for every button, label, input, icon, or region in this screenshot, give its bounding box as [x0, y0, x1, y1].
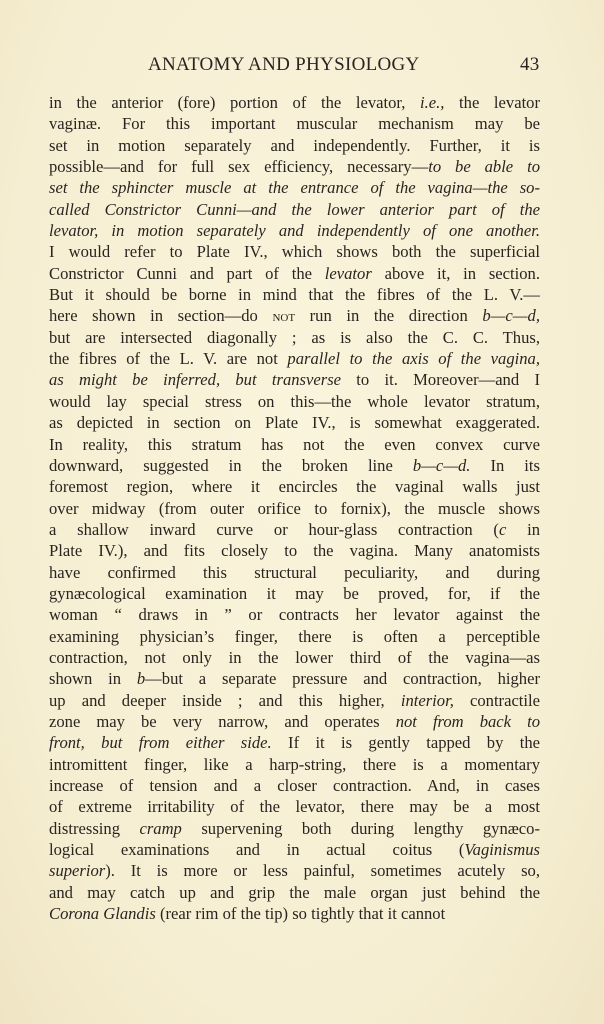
text-run: logical examinations and in actual coitus (	[49, 840, 465, 860]
italic-run: to be able to	[428, 157, 540, 177]
text-run: zone may be very narrow, and operates	[49, 711, 396, 731]
text-line	[49, 583, 540, 604]
text-run: as depicted in section on Plate IV., is somewhat exaggerated.	[49, 413, 540, 433]
page-number: 43	[520, 54, 540, 75]
text-line	[49, 305, 540, 326]
text-line	[49, 690, 540, 711]
italic-run: Corona Glandis	[49, 904, 156, 924]
text-run: the levator	[444, 93, 541, 112]
text-run: vaginæ. For this important muscular mechanism may be	[49, 114, 540, 134]
italic-run: parallel to the axis of the vagina,	[287, 349, 540, 369]
text-line	[49, 604, 540, 625]
italic-run: front, but from either side.	[49, 733, 272, 753]
text-line	[49, 241, 540, 262]
text-run: ). It is more or less painful, sometimes acutely so,	[105, 861, 540, 881]
text-line	[49, 903, 540, 924]
running-head	[0, 54, 604, 80]
text-line	[49, 668, 540, 689]
text-run: woman “ draws in ” or contracts her levator against the	[49, 605, 540, 625]
text-line	[49, 647, 540, 668]
text-line	[49, 177, 540, 198]
text-run: shown in	[49, 669, 137, 689]
text-line	[49, 455, 540, 476]
italic-run: as might be inferred, but transverse	[49, 370, 342, 390]
italic-run: levator	[324, 263, 372, 283]
italic-run: superior	[49, 861, 106, 881]
text-run: But it should be borne in mind that the fibres of the L. V.—	[49, 285, 540, 305]
text-line	[49, 818, 540, 839]
text-line	[49, 860, 540, 881]
text-run: gynæcological examination it may be proved, for, if the	[49, 583, 540, 603]
text-line	[49, 113, 540, 134]
text-run: —but a separate pressure and contraction, higher	[145, 669, 540, 689]
italic-run: set the sphincter muscle at the entrance of the vagina—the so-	[49, 178, 540, 198]
text-line	[49, 263, 540, 284]
text-line	[49, 327, 540, 348]
text-run: in	[506, 519, 540, 539]
text-line	[49, 775, 540, 796]
text-run: the fibres of the L. V. are not	[49, 349, 288, 369]
text-line	[49, 412, 540, 433]
text-run: contraction, not only in the lower third of the vagina—as	[49, 647, 540, 667]
italic-run: Vaginismus	[464, 840, 540, 860]
text-run: downward, suggested in the broken line	[49, 455, 413, 475]
text-line	[49, 711, 540, 732]
text-line	[49, 156, 540, 177]
text-line	[49, 732, 540, 753]
text-run: foremost region, where it encircles the vaginal walls just	[49, 477, 540, 497]
text-line	[49, 92, 540, 113]
text-run: to it. Moreover—and I	[341, 370, 540, 390]
text-run: possible—and for full sex efficiency, necessary—	[49, 157, 429, 177]
text-run: set in motion separately and independently. Further, it is	[49, 135, 540, 155]
text-line	[49, 220, 540, 241]
text-line	[49, 562, 540, 583]
text-line	[49, 476, 540, 497]
text-run: of extreme irritability of the levator, there may be a most	[49, 797, 540, 817]
text-line	[49, 519, 540, 540]
text-run: intromittent finger, like a harp-string, there is a momentary	[49, 754, 540, 774]
italic-run: not from back to	[395, 711, 540, 731]
text-line	[49, 626, 540, 647]
text-line	[49, 540, 540, 561]
text-run: supervening both during lengthy gynæco-	[181, 818, 541, 838]
running-head-title: ANATOMY AND PHYSIOLOGY	[148, 54, 420, 75]
text-line	[49, 796, 540, 817]
text-line	[49, 754, 540, 775]
text-line	[49, 284, 540, 305]
text-run: in the anterior (fore) portion of the levator,	[49, 93, 421, 112]
text-run: (rear rim of the tip) so tightly that it cannot	[155, 904, 446, 924]
italic-run: b	[136, 669, 146, 689]
text-run: but are intersected diagonally ; as is also the C. C. Thus,	[49, 327, 540, 347]
italic-run: b—c—d.	[412, 455, 471, 475]
text-run: Constrictor Cunni and part of the	[49, 263, 325, 283]
text-run: I would refer to Plate IV., which shows both the superficial	[49, 242, 540, 262]
text-line	[49, 369, 540, 390]
text-run: up and deeper inside ; and this higher,	[49, 690, 401, 710]
italic-run: b—c—d,	[482, 306, 540, 326]
text-line	[49, 391, 540, 412]
text-run: In its	[470, 455, 540, 475]
italic-run: called Constrictor Cunni—and the lower anterior part of the	[49, 199, 540, 219]
text-line	[49, 434, 540, 455]
italic-run: cramp	[139, 818, 182, 838]
text-run: distressing	[49, 818, 140, 838]
small-caps-run: not	[272, 309, 296, 326]
text-line	[49, 348, 540, 369]
text-run: here shown in section—do	[49, 306, 273, 326]
text-line	[49, 135, 540, 156]
text-run: In reality, this stratum has not the even convex curve	[49, 434, 540, 454]
text-run: a shallow inward curve or hour-glass contraction (	[49, 519, 499, 539]
text-run: and may catch up and grip the male organ just behind the	[49, 882, 540, 902]
italic-run: c	[498, 519, 507, 539]
italic-run: levator, in motion separately and independently of one another.	[49, 221, 540, 241]
text-run: Plate IV.), and fits closely to the vagina. Many anatomists	[49, 541, 540, 561]
text-line	[49, 839, 540, 860]
text-run: over midway (from outer orifice to fornix), the muscle shows	[49, 498, 540, 518]
text-run: If it is gently tapped by the	[271, 733, 541, 753]
italic-run: interior,	[400, 690, 454, 710]
text-run: contractile	[453, 690, 541, 710]
text-run: increase of tension and a closer contraction. And, in cases	[49, 776, 540, 795]
italic-run: i.e.,	[420, 93, 445, 112]
text-line	[49, 882, 540, 903]
text-run: above it, in section.	[371, 263, 540, 283]
text-line	[49, 199, 540, 220]
text-run: would lay special stress on this—the whole levator stratum,	[49, 391, 540, 411]
text-line	[49, 498, 540, 519]
text-run: run in the direction	[295, 306, 483, 326]
body-text	[49, 92, 540, 924]
text-run: examining physician’s finger, there is often a perceptible	[49, 626, 540, 646]
text-run: have confirmed this structural peculiarity, and during	[49, 562, 540, 582]
